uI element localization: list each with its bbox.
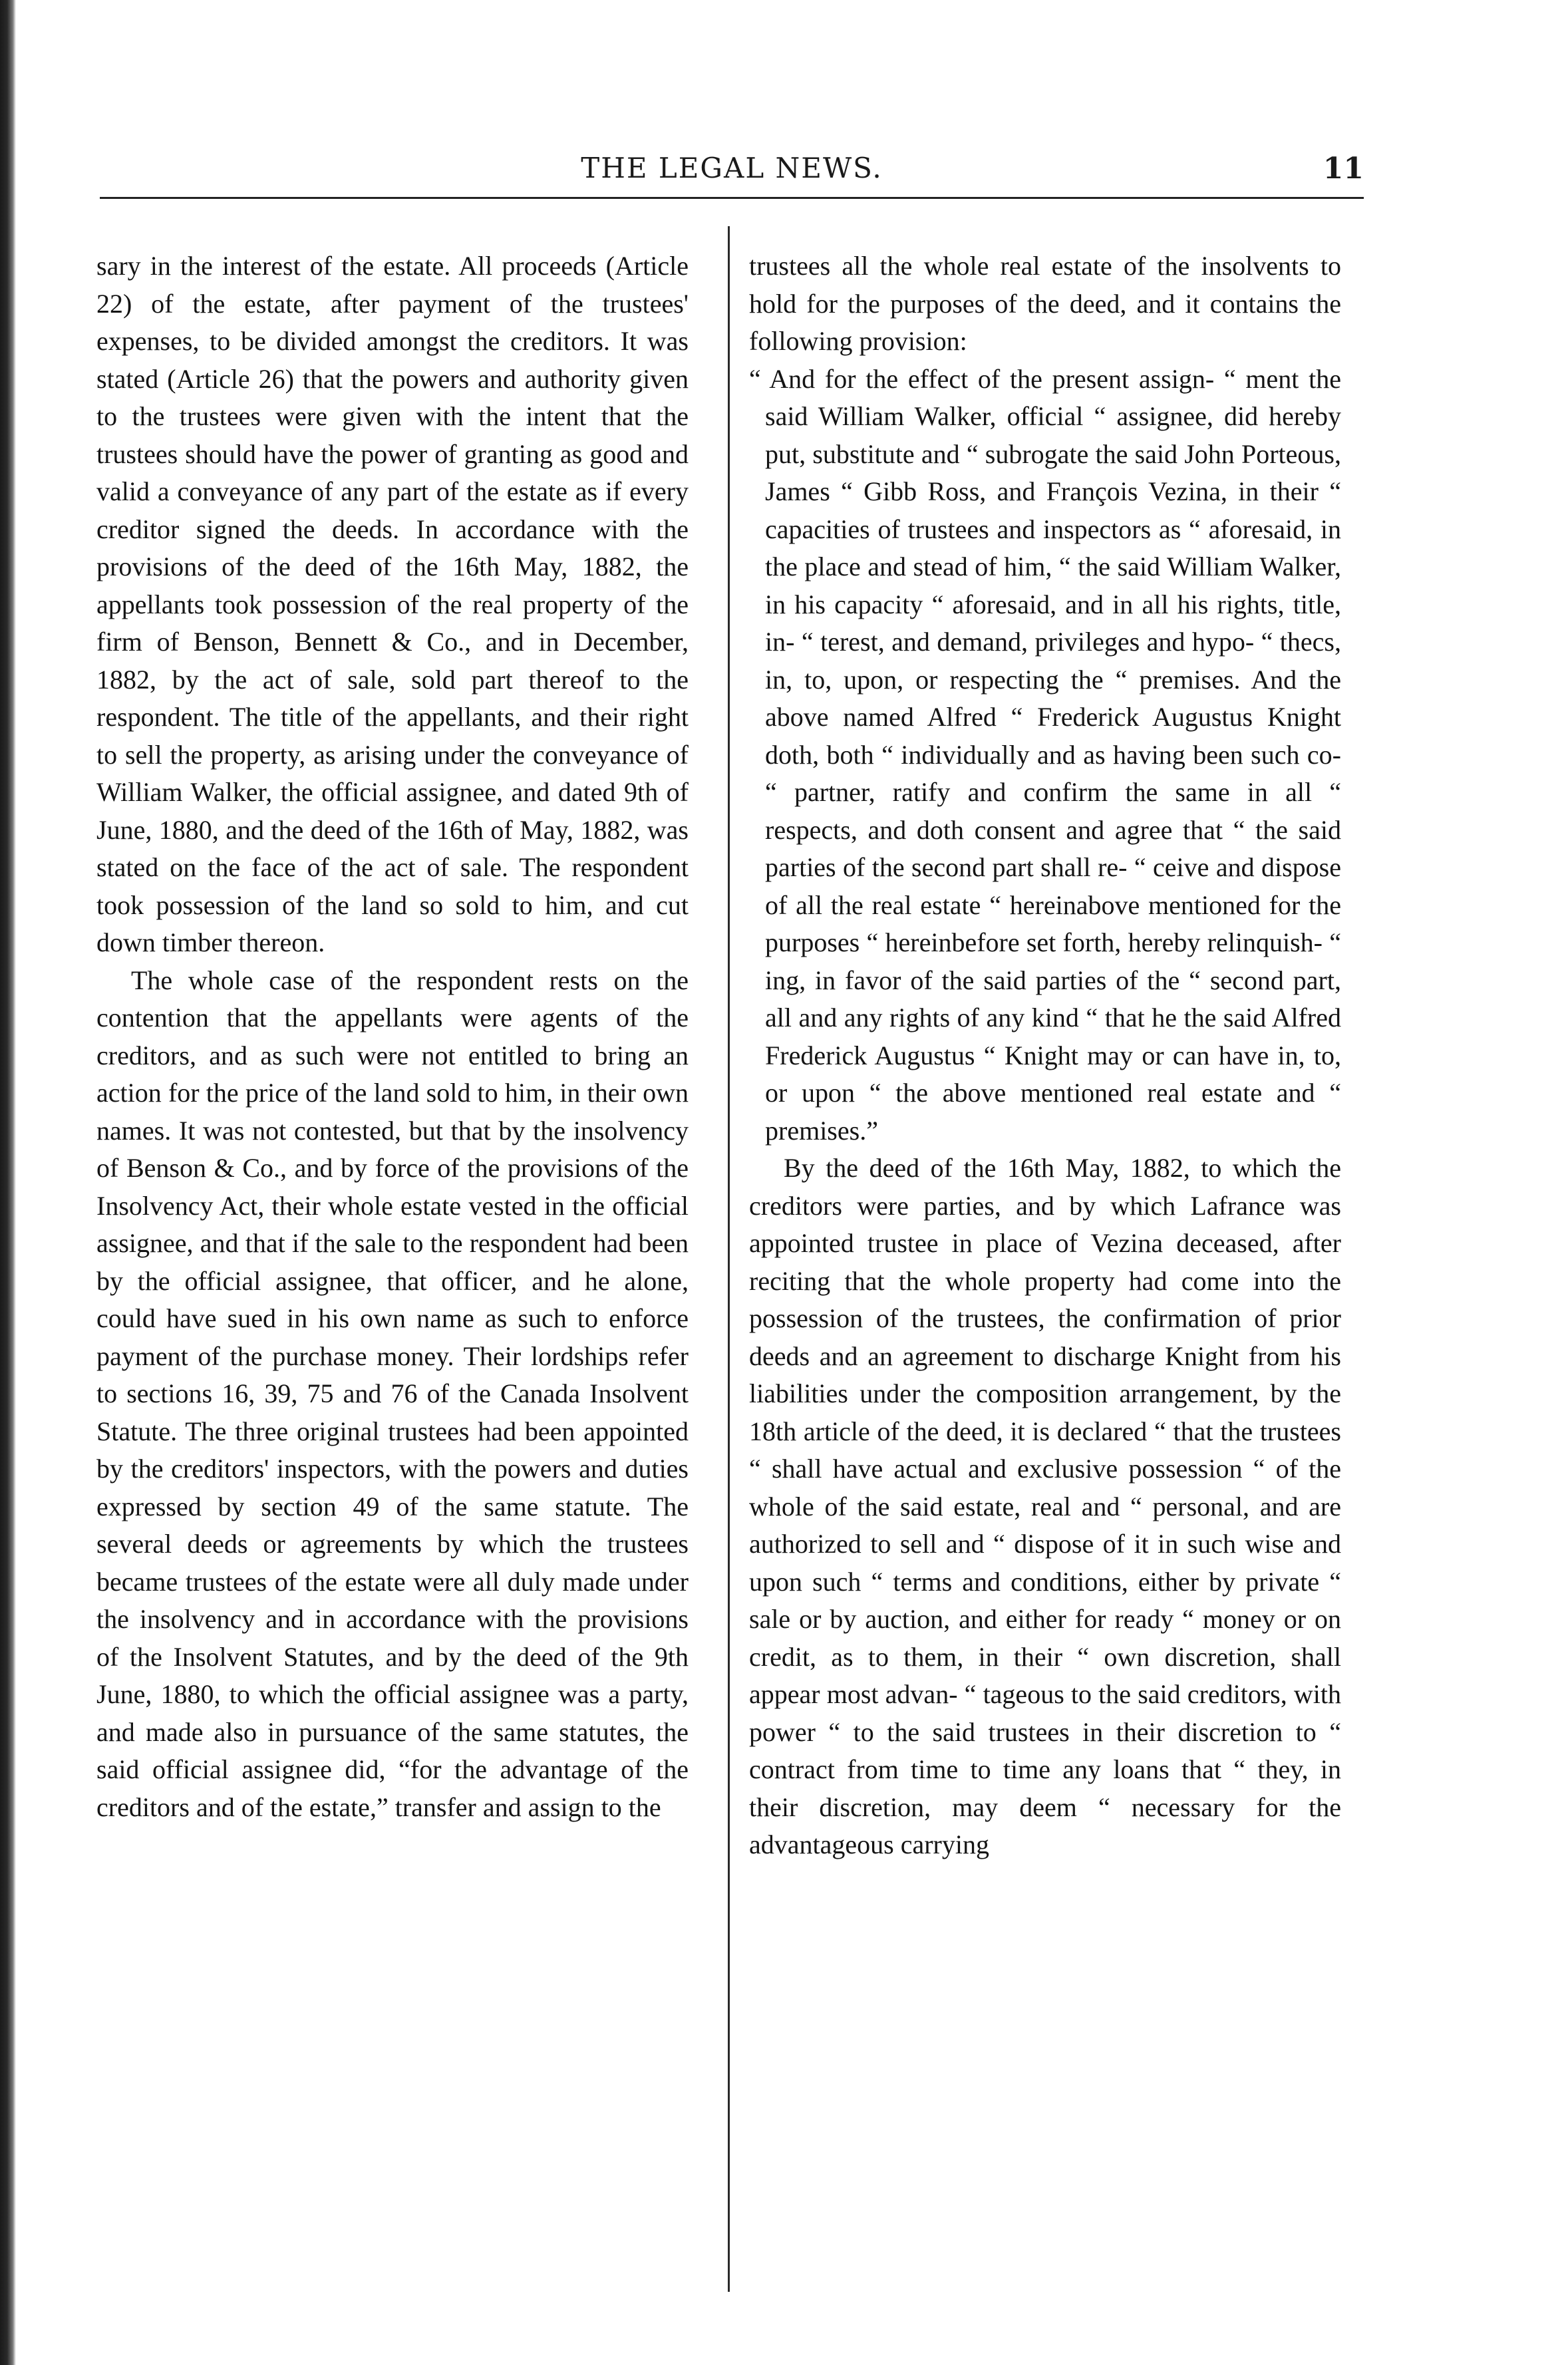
- right-paragraph-2: By the deed of the 16th May, 1882, to which the creditors were parties, and by which Lafrance was appointed trustee in place of Vezina deceased, after reciting that the whole property had come into the possession of the trustees, the confirmation of prior deeds and an agreement to discharge Knight from his liabilities under the composition arrangement, by the 18th article of the deed, it is declared “ that the trustees “ shall have actual and exclusive possession “ of the whole of the said estate, real and “ personal, and are authorized to sell and “ dispose of it in such wise and upon such “ terms and conditions, either by private “ sale or by auction, and either for ready “ money or on credit, as to them, in their “ own discretion, shall appear most advan- “ tageous to the said creditors, with power “ to the said trustees in their discretion to “ contract from time to time any loans that “ they, in their discretion, may deem “ necessary for the advantageous carrying: [749, 1153, 1341, 1859]
- page-header: [100, 152, 1364, 192]
- page-binding-edge: [0, 0, 16, 2365]
- right-column: [749, 247, 1341, 1864]
- header-rule: [100, 197, 1364, 199]
- left-paragraph-2: The whole case of the respondent rests on the contention that the appellants were agents of the creditors, and as such were not entitled to bring an action for the price of the land sold to him, in their own names. It was not contested, but that by the insolvency of Benson & Co., and by force of the provisions of the Insolvency Act, their whole estate vested in the official assignee, and that if the sale to the respondent had been by the official assignee, that officer, and he alone, could have sued in his own name as such to enforce payment of the purchase money. Their lordships refer to sections 16, 39, 75 and 76 of the Canada Insolvent Statute. The three original trustees had been appointed by the creditors' inspectors, with the powers and duties expressed by section 49 of the same statute. The several deeds or agreements by which the trustees became trustees of the estate were all duly made under the insolvency and in accordance with the provisions of the Insolvent Statutes, and by the deed of the 9th June, 1880, to which the official assignee was a party, and made also in pursuance of the same statutes, the said official assignee did, “for the advantage of the creditors and of the estate,” transfer and assign to the: [96, 965, 689, 1822]
- column-divider: [728, 226, 730, 2292]
- left-paragraph-1: sary in the interest of the estate. All proceeds (Article 22) of the estate, after payment of the trustees' expenses, to be divided amongst the creditors. It was stated (Article 26) that the powers and authority given to the trustees were given with the intent that the trustees should have the power of granting as good and valid a conveyance of any part of the estate as if every creditor signed the deeds. In accordance with the provisions of the deed of the 16th May, 1882, the appellants took possession of the real property of the firm of Benson, Bennett & Co., and in December, 1882, by the act of sale, sold part thereof to the respondent. The title of the appellants, and their right to sell the property, as arising under the conveyance of William Walker, the official assignee, and dated 9th of June, 1880, and the deed of the 16th of May, 1882, was stated on the face of the act of sale. The respondent took possession of the land so sold to him, and cut down timber thereon.: [96, 251, 689, 957]
- left-column: [96, 247, 689, 1826]
- page-number: 11: [1323, 152, 1364, 186]
- right-paragraph-1: trustees all the whole real estate of the insolvents to hold for the purposes of the deed, and it contains the following provision:: [749, 251, 1341, 356]
- right-quotation-1: “ And for the effect of the present assign- “ ment the said William Walker, official “ assignee, did hereby put, substitute and “ subrogate the said John Porteous, James “ Gibb Ross, and François Vezina, in their “ capacities of trustees and inspectors as “ aforesaid, in the place and stead of him, “ the said William Walker, in his capacity “ aforesaid, and in all his rights, title, in- “ terest, and demand, privileges and hypo- “ thecs, in, to, upon, or respecting the “ premises. And the above named Alfred “ Frederick Augustus Knight doth, both “ individually and as having been such co- “ partner, ratify and confirm the same in all “ respects, and doth consent and agree that “ the said parties of the second part shall re- “ ceive and dispose of all the real estate “ hereinabove mentioned for the purposes “ hereinbefore set forth, hereby relinquish- “ ing, in favor of the said parties of the “ second part, all and any rights of any kind “ that he the said Alfred Frederick Augustus “ Knight may or can have in, to, or upon “ the above mentioned real estate and “ premises.”: [749, 363, 1341, 1146]
- running-title: THE LEGAL NEWS.: [581, 152, 883, 184]
